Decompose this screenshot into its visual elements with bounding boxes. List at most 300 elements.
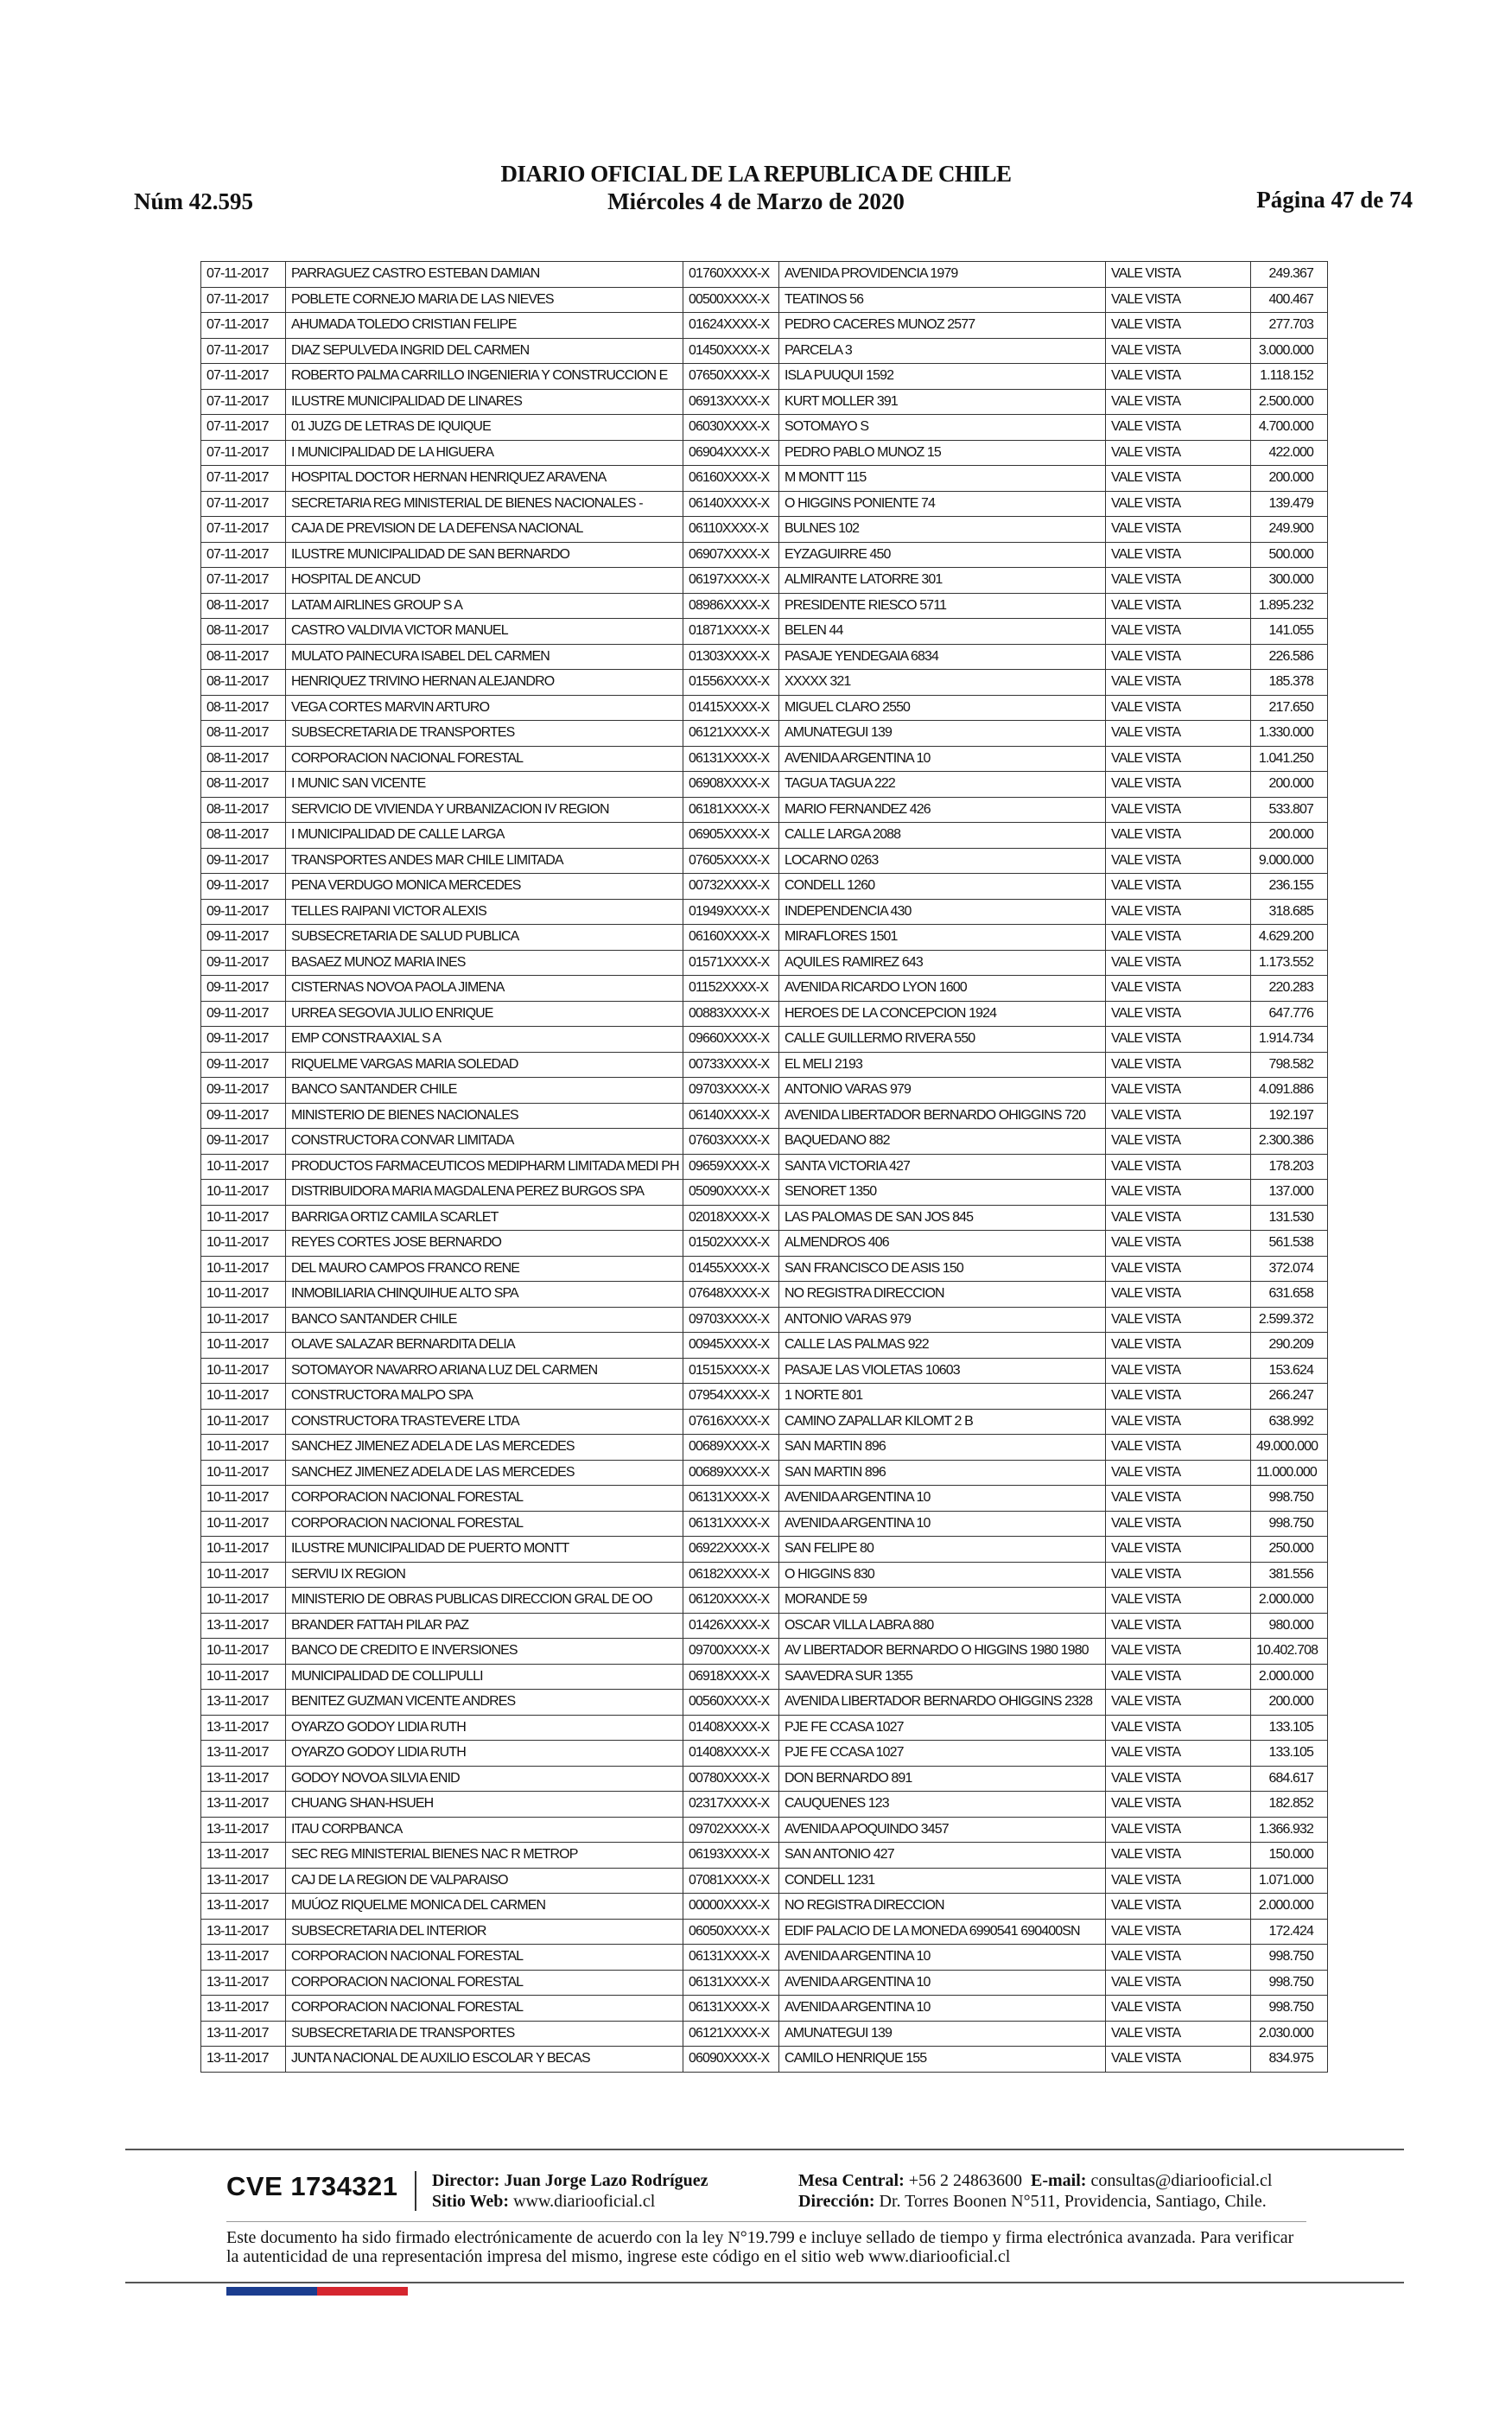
row-rut: 06907XXXX-X: [683, 542, 779, 568]
row-address: AVENIDA APOQUINDO 3457: [779, 1817, 1106, 1843]
row-rut: 06090XXXX-X: [683, 2047, 779, 2073]
row-document-type: VALE VISTA: [1106, 1588, 1251, 1614]
row-amount: 172.424: [1251, 1919, 1328, 1945]
row-beneficiary: CORPORACION NACIONAL FORESTAL: [286, 1970, 683, 1996]
row-beneficiary: CAJA DE PREVISION DE LA DEFENSA NACIONAL: [286, 517, 683, 543]
table-row: [201, 338, 1328, 364]
row-rut: 06905XXXX-X: [683, 823, 779, 849]
row-address: SANTA VICTORIA 427: [779, 1154, 1106, 1180]
row-address: CAMINO ZAPALLAR KILOMT 2 B: [779, 1409, 1106, 1435]
table-row: [201, 1256, 1328, 1282]
row-beneficiary: MULATO PAINECURA ISABEL DEL CARMEN: [286, 644, 683, 670]
row-address: NO REGISTRA DIRECCION: [779, 1282, 1106, 1308]
row-beneficiary: MUNICIPALIDAD DE COLLIPULLI: [286, 1664, 683, 1690]
row-beneficiary: OYARZO GODOY LIDIA RUTH: [286, 1741, 683, 1767]
table-row: [201, 874, 1328, 900]
row-address: AVENIDA RICARDO LYON 1600: [779, 976, 1106, 1002]
row-rut: 07650XXXX-X: [683, 364, 779, 390]
row-document-type: VALE VISTA: [1106, 542, 1251, 568]
row-beneficiary: ILUSTRE MUNICIPALIDAD DE PUERTO MONTT: [286, 1537, 683, 1563]
row-beneficiary: POBLETE CORNEJO MARIA DE LAS NIEVES: [286, 287, 683, 313]
row-date: 10-11-2017: [201, 1384, 286, 1410]
row-beneficiary: MINISTERIO DE OBRAS PUBLICAS DIRECCION GRAL DE OO: [286, 1588, 683, 1614]
row-document-type: VALE VISTA: [1106, 338, 1251, 364]
row-rut: 06918XXXX-X: [683, 1664, 779, 1690]
row-beneficiary: RIQUELME VARGAS MARIA SOLEDAD: [286, 1052, 683, 1078]
row-beneficiary: CISTERNAS NOVOA PAOLA JIMENA: [286, 976, 683, 1002]
row-amount: 200.000: [1251, 466, 1328, 492]
row-beneficiary: SERVIU IX REGION: [286, 1562, 683, 1588]
row-date: 10-11-2017: [201, 1256, 286, 1282]
row-document-type: VALE VISTA: [1106, 848, 1251, 874]
table-row: [201, 1409, 1328, 1435]
row-amount: 1.366.932: [1251, 1817, 1328, 1843]
row-address: BULNES 102: [779, 517, 1106, 543]
table-row: [201, 2021, 1328, 2047]
row-rut: 07954XXXX-X: [683, 1384, 779, 1410]
row-beneficiary: ITAU CORPBANCA: [286, 1817, 683, 1843]
row-date: 13-11-2017: [201, 1741, 286, 1767]
row-address: OSCAR VILLA LABRA 880: [779, 1613, 1106, 1639]
row-amount: 192.197: [1251, 1103, 1328, 1129]
row-rut: 06922XXXX-X: [683, 1537, 779, 1563]
table-row: [201, 1001, 1328, 1027]
table-row: [201, 1690, 1328, 1716]
row-document-type: VALE VISTA: [1106, 491, 1251, 517]
row-rut: 06182XXXX-X: [683, 1562, 779, 1588]
row-address: O HIGGINS PONIENTE 74: [779, 491, 1106, 517]
row-rut: 06197XXXX-X: [683, 568, 779, 594]
row-address: O HIGGINS 830: [779, 1562, 1106, 1588]
header-page-number: Página 47 de 74: [1256, 187, 1413, 213]
row-date: 07-11-2017: [201, 415, 286, 441]
row-amount: 139.479: [1251, 491, 1328, 517]
row-date: 13-11-2017: [201, 1613, 286, 1639]
row-beneficiary: SEC REG MINISTERIAL BIENES NAC R METROP: [286, 1843, 683, 1869]
row-address: AMUNATEGUI 139: [779, 721, 1106, 747]
table-row: [201, 1231, 1328, 1257]
row-address: PASAJE YENDEGAIA 6834: [779, 644, 1106, 670]
table-row: [201, 1282, 1328, 1308]
director-name: Juan Jorge Lazo Rodríguez: [504, 2171, 708, 2190]
table-row: [201, 389, 1328, 415]
row-rut: 00689XXXX-X: [683, 1435, 779, 1461]
row-address: BAQUEDANO 882: [779, 1129, 1106, 1155]
row-amount: 141.055: [1251, 619, 1328, 645]
row-rut: 01502XXXX-X: [683, 1231, 779, 1257]
row-rut: 09700XXXX-X: [683, 1639, 779, 1665]
row-date: 10-11-2017: [201, 1358, 286, 1384]
row-address: AVENIDA ARGENTINA 10: [779, 1945, 1106, 1971]
row-address: XXXXX 321: [779, 670, 1106, 696]
table-row: [201, 950, 1328, 976]
row-rut: 06160XXXX-X: [683, 466, 779, 492]
row-address: CAMILO HENRIQUE 155: [779, 2047, 1106, 2073]
row-date: 07-11-2017: [201, 491, 286, 517]
row-beneficiary: SUBSECRETARIA DE SALUD PUBLICA: [286, 925, 683, 951]
row-beneficiary: BARRIGA ORTIZ CAMILA SCARLET: [286, 1205, 683, 1231]
row-amount: 998.750: [1251, 1486, 1328, 1512]
row-address: ALMENDROS 406: [779, 1231, 1106, 1257]
row-rut: 06131XXXX-X: [683, 1486, 779, 1512]
row-beneficiary: SANCHEZ JIMENEZ ADELA DE LAS MERCEDES: [286, 1460, 683, 1486]
row-address: AV LIBERTADOR BERNARDO O HIGGINS 1980 1980: [779, 1639, 1106, 1665]
row-beneficiary: GODOY NOVOA SILVIA ENID: [286, 1766, 683, 1792]
table-row: [201, 2047, 1328, 2073]
row-beneficiary: BANCO SANTANDER CHILE: [286, 1307, 683, 1333]
row-date: 07-11-2017: [201, 313, 286, 339]
row-address: M MONTT 115: [779, 466, 1106, 492]
row-date: 09-11-2017: [201, 848, 286, 874]
row-address: KURT MOLLER 391: [779, 389, 1106, 415]
row-rut: 01426XXXX-X: [683, 1613, 779, 1639]
row-beneficiary: TELLES RAIPANI VICTOR ALEXIS: [286, 899, 683, 925]
row-beneficiary: VEGA CORTES MARVIN ARTURO: [286, 695, 683, 721]
row-document-type: VALE VISTA: [1106, 1511, 1251, 1537]
table-row: [201, 1664, 1328, 1690]
table-row: [201, 1588, 1328, 1614]
row-rut: 07603XXXX-X: [683, 1129, 779, 1155]
row-date: 13-11-2017: [201, 1766, 286, 1792]
row-date: 13-11-2017: [201, 1792, 286, 1818]
row-rut: 01871XXXX-X: [683, 619, 779, 645]
row-rut: 06121XXXX-X: [683, 721, 779, 747]
row-amount: 1.118.152: [1251, 364, 1328, 390]
row-date: 10-11-2017: [201, 1537, 286, 1563]
row-address: CONDELL 1260: [779, 874, 1106, 900]
row-rut: 01455XXXX-X: [683, 1256, 779, 1282]
row-rut: 06131XXXX-X: [683, 1511, 779, 1537]
row-beneficiary: I MUNICIPALIDAD DE LA HIGUERA: [286, 440, 683, 466]
table-row: [201, 313, 1328, 339]
row-rut: 01303XXXX-X: [683, 644, 779, 670]
row-address: BELEN 44: [779, 619, 1106, 645]
row-document-type: VALE VISTA: [1106, 695, 1251, 721]
footer-divider-top: [125, 2149, 1404, 2150]
payments-table: [200, 261, 1328, 2073]
row-beneficiary: REYES CORTES JOSE BERNARDO: [286, 1231, 683, 1257]
row-document-type: VALE VISTA: [1106, 1690, 1251, 1716]
row-document-type: VALE VISTA: [1106, 772, 1251, 798]
row-document-type: VALE VISTA: [1106, 899, 1251, 925]
table-row: [201, 1970, 1328, 1996]
row-rut: 01152XXXX-X: [683, 976, 779, 1002]
table-row: [201, 1052, 1328, 1078]
row-document-type: VALE VISTA: [1106, 644, 1251, 670]
row-date: 13-11-2017: [201, 1715, 286, 1741]
row-rut: 01624XXXX-X: [683, 313, 779, 339]
table-row: [201, 1715, 1328, 1741]
row-document-type: VALE VISTA: [1106, 313, 1251, 339]
row-amount: 2.030.000: [1251, 2021, 1328, 2047]
row-beneficiary: CONSTRUCTORA TRASTEVERE LTDA: [286, 1409, 683, 1435]
row-amount: 647.776: [1251, 1001, 1328, 1027]
row-document-type: VALE VISTA: [1106, 1537, 1251, 1563]
row-rut: 06181XXXX-X: [683, 797, 779, 823]
website-link[interactable]: www.diariooficial.cl: [513, 2192, 656, 2211]
row-beneficiary: CORPORACION NACIONAL FORESTAL: [286, 746, 683, 772]
row-amount: 1.173.552: [1251, 950, 1328, 976]
row-date: 10-11-2017: [201, 1307, 286, 1333]
row-date: 13-11-2017: [201, 1919, 286, 1945]
row-rut: 06913XXXX-X: [683, 389, 779, 415]
footer-divider-bottom: [125, 2282, 1404, 2283]
table-row: [201, 1792, 1328, 1818]
row-rut: 06131XXXX-X: [683, 1996, 779, 2022]
director-block: [432, 2170, 708, 2212]
row-address: AVENIDA PROVIDENCIA 1979: [779, 262, 1106, 288]
mesa-phone: +56 2 24863600: [908, 2171, 1023, 2190]
row-beneficiary: BANCO DE CREDITO E INVERSIONES: [286, 1639, 683, 1665]
row-document-type: VALE VISTA: [1106, 1996, 1251, 2022]
row-beneficiary: DISTRIBUIDORA MARIA MAGDALENA PEREZ BURGOS SPA: [286, 1180, 683, 1206]
table-row: [201, 440, 1328, 466]
row-amount: 2.500.000: [1251, 389, 1328, 415]
row-rut: 05090XXXX-X: [683, 1180, 779, 1206]
row-beneficiary: CONSTRUCTORA CONVAR LIMITADA: [286, 1129, 683, 1155]
row-address: MARIO FERNANDEZ 426: [779, 797, 1106, 823]
row-document-type: VALE VISTA: [1106, 1486, 1251, 1512]
row-amount: 11.000.000: [1251, 1460, 1328, 1486]
row-address: SENORET 1350: [779, 1180, 1106, 1206]
row-rut: 06050XXXX-X: [683, 1919, 779, 1945]
row-amount: 49.000.000: [1251, 1435, 1328, 1461]
row-amount: 2.599.372: [1251, 1307, 1328, 1333]
row-amount: 9.000.000: [1251, 848, 1328, 874]
row-date: 10-11-2017: [201, 1231, 286, 1257]
row-date: 07-11-2017: [201, 517, 286, 543]
row-amount: 422.000: [1251, 440, 1328, 466]
row-beneficiary: CHUANG SHAN-HSUEH: [286, 1792, 683, 1818]
row-beneficiary: HOSPITAL DOCTOR HERNAN HENRIQUEZ ARAVENA: [286, 466, 683, 492]
row-rut: 07616XXXX-X: [683, 1409, 779, 1435]
table-row: [201, 1027, 1328, 1053]
row-date: 10-11-2017: [201, 1282, 286, 1308]
row-document-type: VALE VISTA: [1106, 1970, 1251, 1996]
row-beneficiary: BANCO SANTANDER CHILE: [286, 1078, 683, 1104]
row-address: CALLE GUILLERMO RIVERA 550: [779, 1027, 1106, 1053]
row-beneficiary: SUBSECRETARIA DEL INTERIOR: [286, 1919, 683, 1945]
row-document-type: VALE VISTA: [1106, 364, 1251, 390]
row-address: AVENIDA LIBERTADOR BERNARDO OHIGGINS 2328: [779, 1690, 1106, 1716]
row-document-type: VALE VISTA: [1106, 1639, 1251, 1665]
table-row: [201, 644, 1328, 670]
row-amount: 2.000.000: [1251, 1664, 1328, 1690]
row-document-type: VALE VISTA: [1106, 1231, 1251, 1257]
row-amount: 217.650: [1251, 695, 1328, 721]
row-date: 13-11-2017: [201, 1868, 286, 1894]
row-rut: 00883XXXX-X: [683, 1001, 779, 1027]
row-rut: 06140XXXX-X: [683, 1103, 779, 1129]
row-date: 13-11-2017: [201, 2047, 286, 2073]
row-document-type: VALE VISTA: [1106, 1409, 1251, 1435]
row-document-type: VALE VISTA: [1106, 1945, 1251, 1971]
row-date: 09-11-2017: [201, 1103, 286, 1129]
table-row: [201, 899, 1328, 925]
row-beneficiary: OLAVE SALAZAR BERNARDITA DELIA: [286, 1333, 683, 1359]
row-document-type: VALE VISTA: [1106, 568, 1251, 594]
row-document-type: VALE VISTA: [1106, 593, 1251, 619]
row-document-type: VALE VISTA: [1106, 976, 1251, 1002]
table-row: [201, 1103, 1328, 1129]
row-date: 09-11-2017: [201, 1129, 286, 1155]
row-rut: 06904XXXX-X: [683, 440, 779, 466]
row-date: 10-11-2017: [201, 1333, 286, 1359]
legal-notice: Este documento ha sido firmado electrónicamente de acuerdo con la ley N°19.799 e incluye sellado de tiempo y firma electrónica avanzada. Para verificar la autenticidad de una representación impresa del mismo, ingrese este código en el sitio web www.diariooficial.cl: [226, 2228, 1294, 2266]
row-amount: 400.467: [1251, 287, 1328, 313]
row-address: EDIF PALACIO DE LA MONEDA 6990541 690400SN: [779, 1919, 1106, 1945]
row-address: LAS PALOMAS DE SAN JOS 845: [779, 1205, 1106, 1231]
row-rut: 06193XXXX-X: [683, 1843, 779, 1869]
row-date: 09-11-2017: [201, 925, 286, 951]
row-document-type: VALE VISTA: [1106, 1664, 1251, 1690]
row-document-type: VALE VISTA: [1106, 2047, 1251, 2073]
row-address: ANTONIO VARAS 979: [779, 1307, 1106, 1333]
row-rut: 06908XXXX-X: [683, 772, 779, 798]
table-row: [201, 1129, 1328, 1155]
row-document-type: VALE VISTA: [1106, 1307, 1251, 1333]
row-rut: 01571XXXX-X: [683, 950, 779, 976]
table-row: [201, 1919, 1328, 1945]
row-document-type: VALE VISTA: [1106, 287, 1251, 313]
flag-blue-stripe: [226, 2287, 317, 2296]
row-amount: 533.807: [1251, 797, 1328, 823]
table-row: [201, 1180, 1328, 1206]
row-address: ISLA PUUQUI 1592: [779, 364, 1106, 390]
row-address: PRESIDENTE RIESCO 5711: [779, 593, 1106, 619]
row-date: 08-11-2017: [201, 593, 286, 619]
row-amount: 250.000: [1251, 1537, 1328, 1563]
table-row: [201, 1639, 1328, 1665]
header-date: Miércoles 4 de Marzo de 2020: [607, 188, 905, 214]
row-rut: 06120XXXX-X: [683, 1588, 779, 1614]
table-row: [201, 1154, 1328, 1180]
row-address: PEDRO CACERES MUNOZ 2577: [779, 313, 1106, 339]
table-row: [201, 695, 1328, 721]
row-amount: 2.000.000: [1251, 1588, 1328, 1614]
row-rut: 00945XXXX-X: [683, 1333, 779, 1359]
row-address: LOCARNO 0263: [779, 848, 1106, 874]
row-document-type: VALE VISTA: [1106, 1868, 1251, 1894]
table-row: [201, 1843, 1328, 1869]
row-amount: 980.000: [1251, 1613, 1328, 1639]
row-date: 13-11-2017: [201, 1817, 286, 1843]
row-date: 09-11-2017: [201, 1001, 286, 1027]
row-rut: 08986XXXX-X: [683, 593, 779, 619]
row-date: 09-11-2017: [201, 950, 286, 976]
row-date: 10-11-2017: [201, 1664, 286, 1690]
row-amount: 249.900: [1251, 517, 1328, 543]
row-address: TEATINOS 56: [779, 287, 1106, 313]
row-beneficiary: CAJ DE LA REGION DE VALPARAISO: [286, 1868, 683, 1894]
table-row: [201, 1307, 1328, 1333]
row-beneficiary: SUBSECRETARIA DE TRANSPORTES: [286, 2021, 683, 2047]
table-row: [201, 542, 1328, 568]
row-rut: 06131XXXX-X: [683, 746, 779, 772]
row-date: 08-11-2017: [201, 619, 286, 645]
table-row: [201, 1817, 1328, 1843]
row-address: EL MELI 2193: [779, 1052, 1106, 1078]
row-document-type: VALE VISTA: [1106, 1052, 1251, 1078]
table-row: [201, 848, 1328, 874]
email-link[interactable]: consultas@diariooficial.cl: [1090, 2171, 1273, 2190]
row-date: 07-11-2017: [201, 542, 286, 568]
row-date: 08-11-2017: [201, 644, 286, 670]
row-date: 07-11-2017: [201, 287, 286, 313]
row-beneficiary: DIAZ SEPULVEDA INGRID DEL CARMEN: [286, 338, 683, 364]
row-rut: 06140XXXX-X: [683, 491, 779, 517]
address-label: Dirección:: [798, 2192, 875, 2211]
row-address: SAN FRANCISCO DE ASIS 150: [779, 1256, 1106, 1282]
row-amount: 137.000: [1251, 1180, 1328, 1206]
row-document-type: VALE VISTA: [1106, 1205, 1251, 1231]
table-row: [201, 1333, 1328, 1359]
row-address: PJE FE CCASA 1027: [779, 1715, 1106, 1741]
table-row: [201, 772, 1328, 798]
row-address: SAN MARTIN 896: [779, 1460, 1106, 1486]
row-document-type: VALE VISTA: [1106, 619, 1251, 645]
row-amount: 200.000: [1251, 772, 1328, 798]
row-document-type: VALE VISTA: [1106, 1715, 1251, 1741]
row-document-type: VALE VISTA: [1106, 1358, 1251, 1384]
row-amount: 290.209: [1251, 1333, 1328, 1359]
row-beneficiary: ILUSTRE MUNICIPALIDAD DE LINARES: [286, 389, 683, 415]
row-amount: 2.300.386: [1251, 1129, 1328, 1155]
row-address: AVENIDA ARGENTINA 10: [779, 1970, 1106, 1996]
table-row: [201, 721, 1328, 747]
row-rut: 06131XXXX-X: [683, 1945, 779, 1971]
table-row: [201, 619, 1328, 645]
row-document-type: VALE VISTA: [1106, 1817, 1251, 1843]
table-row: [201, 491, 1328, 517]
table-row: [201, 364, 1328, 390]
row-beneficiary: 01 JUZG DE LETRAS DE IQUIQUE: [286, 415, 683, 441]
table-row: [201, 1435, 1328, 1461]
row-amount: 150.000: [1251, 1843, 1328, 1869]
row-beneficiary: PARRAGUEZ CASTRO ESTEBAN DAMIAN: [286, 262, 683, 288]
row-address: HEROES DE LA CONCEPCION 1924: [779, 1001, 1106, 1027]
row-rut: 06110XXXX-X: [683, 517, 779, 543]
row-rut: 09659XXXX-X: [683, 1154, 779, 1180]
table-row: [201, 925, 1328, 951]
row-beneficiary: LATAM AIRLINES GROUP S A: [286, 593, 683, 619]
row-beneficiary: ILUSTRE MUNICIPALIDAD DE SAN BERNARDO: [286, 542, 683, 568]
row-address: ALMIRANTE LATORRE 301: [779, 568, 1106, 594]
row-rut: 02317XXXX-X: [683, 1792, 779, 1818]
row-amount: 798.582: [1251, 1052, 1328, 1078]
row-address: AVENIDA ARGENTINA 10: [779, 1511, 1106, 1537]
row-address: AVENIDA LIBERTADOR BERNARDO OHIGGINS 720: [779, 1103, 1106, 1129]
flag-red-stripe: [317, 2287, 408, 2296]
row-document-type: VALE VISTA: [1106, 721, 1251, 747]
row-address: SAN FELIPE 80: [779, 1537, 1106, 1563]
row-document-type: VALE VISTA: [1106, 746, 1251, 772]
table-row: [201, 1078, 1328, 1104]
row-beneficiary: SECRETARIA REG MINISTERIAL DE BIENES NACIONALES -: [286, 491, 683, 517]
row-rut: 01415XXXX-X: [683, 695, 779, 721]
row-beneficiary: OYARZO GODOY LIDIA RUTH: [286, 1715, 683, 1741]
email-label: E-mail:: [1031, 2171, 1087, 2190]
row-amount: 220.283: [1251, 976, 1328, 1002]
row-date: 10-11-2017: [201, 1180, 286, 1206]
row-beneficiary: BASAEZ MUNOZ MARIA INES: [286, 950, 683, 976]
row-document-type: VALE VISTA: [1106, 1027, 1251, 1053]
row-amount: 236.155: [1251, 874, 1328, 900]
row-date: 07-11-2017: [201, 568, 286, 594]
row-amount: 200.000: [1251, 823, 1328, 849]
row-amount: 266.247: [1251, 1384, 1328, 1410]
table-row: [201, 1766, 1328, 1792]
